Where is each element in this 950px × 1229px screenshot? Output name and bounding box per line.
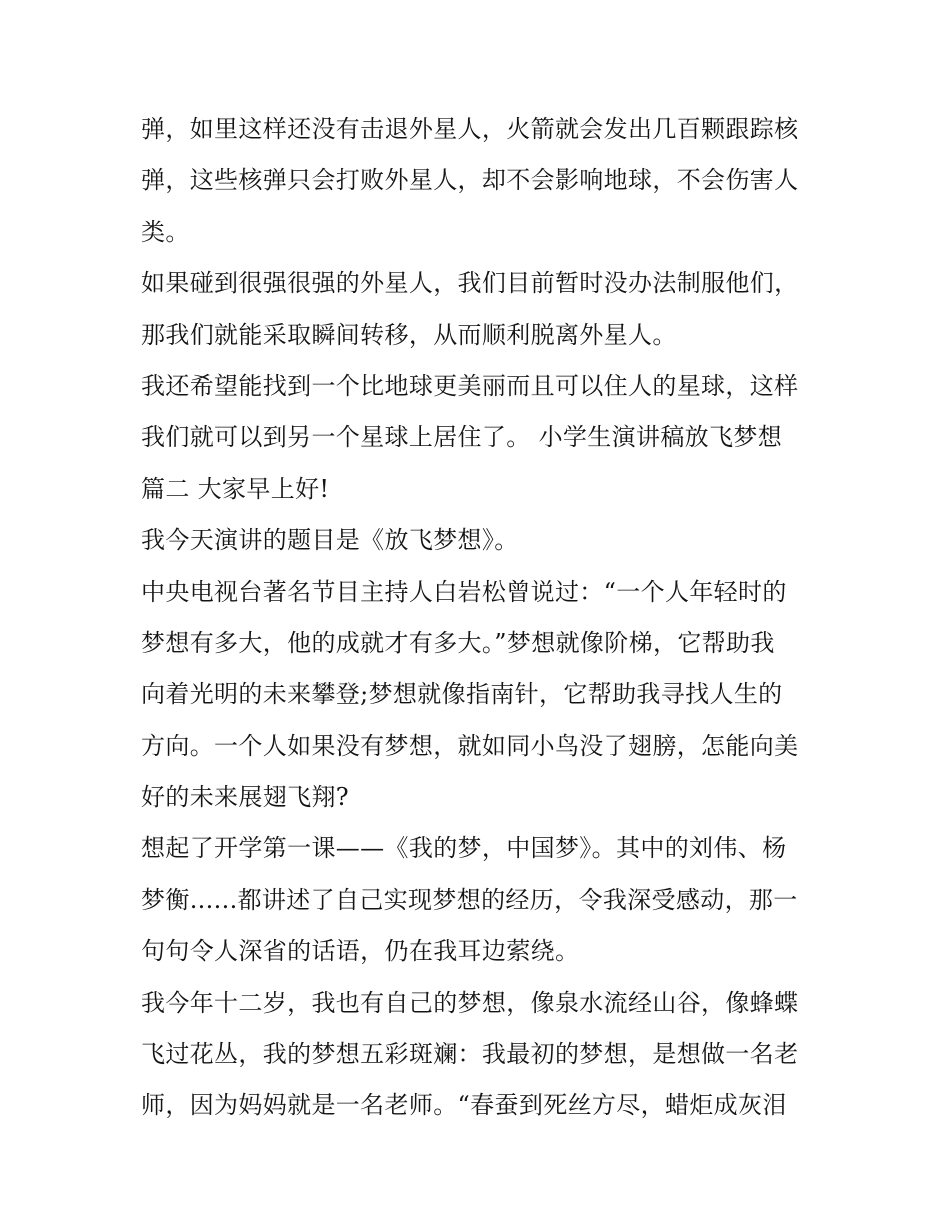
text-line: 梦衡......都讲述了自己实现梦想的经历，令我深受感动，那一 (141, 885, 798, 914)
text-line: 梦想有多大，他的成就才有多大。”梦想就像阶梯，它帮助我 (141, 628, 775, 657)
text-line: 我今年十二岁，我也有自己的梦想，像泉水流经山谷，像蜂蝶 (141, 988, 799, 1017)
text-line: 弹，这些核弹只会打败外星人，却不会影响地球，不会伤害人 (141, 166, 799, 195)
text-line: 方向。一个人如果没有梦想，就如同小鸟没了翅膀，怎能向美 (141, 731, 799, 760)
text-line: 向着光明的未来攀登;梦想就像指南针，它帮助我寻找人生的 (141, 680, 783, 709)
text-line: 弹，如里这样还没有击退外星人，火箭就会发出几百颗跟踪核 (141, 115, 799, 143)
text-line: 那我们就能采取瞬间转移，从而顺利脱离外星人。 (141, 320, 677, 349)
text-line: 如果碰到很强很强的外星人，我们目前暂时没办法制服他们， (141, 269, 799, 298)
text-line: 句句令人深省的话语，仍在我耳边萦绕。 (141, 937, 580, 966)
text-line: 师，因为妈妈就是一名老师。“春蚕到死丝方尽，蜡炬成灰泪 (141, 1091, 787, 1120)
body-text (141, 104, 821, 1132)
text-line: 我还希望能找到一个比地球更美丽而且可以住人的星球，这样 (141, 371, 799, 400)
text-line: 类。 (141, 217, 190, 246)
text-line: 好的未来展翅飞翔? (141, 783, 350, 812)
text-line: 篇二 大家早上好! (141, 474, 330, 503)
text-line: 我们就可以到另一个星球上居住了。 小学生演讲稿放飞梦想 (141, 423, 783, 452)
text-line: 飞过花丛，我的梦想五彩斑斓：我最初的梦想，是想做一名老 (141, 1040, 799, 1069)
text-line: 想起了开学第一课——《我的梦，中国梦》。其中的刘伟、杨 (141, 834, 787, 863)
text-line: 中央电视台著名节目主持人白岩松曾说过：“一个人年轻时的 (141, 577, 787, 606)
text-line: 我今天演讲的题目是《放飞梦想》。 (141, 526, 519, 555)
